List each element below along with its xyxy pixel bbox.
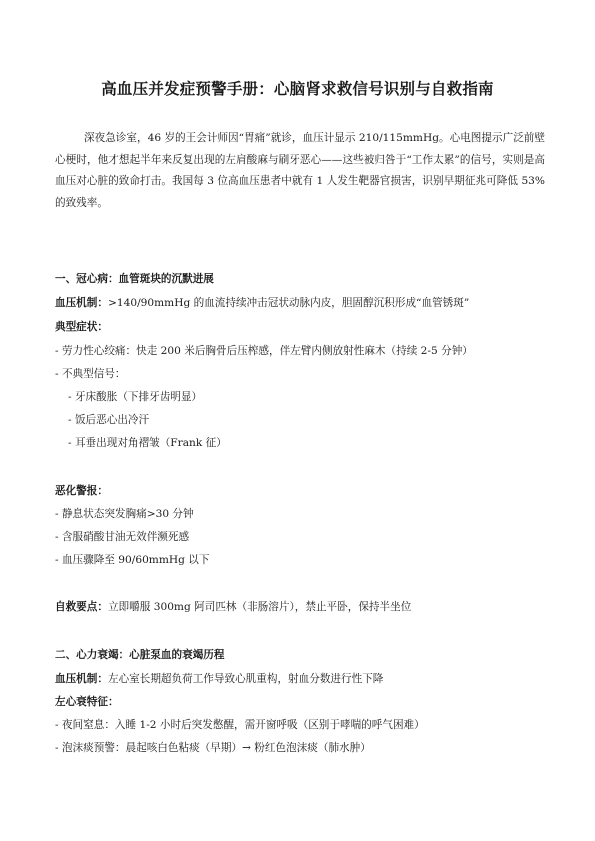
document-title: 高血压并发症预警手册：心脑肾求救信号识别与自救指南 <box>101 80 494 98</box>
warning-item-1: - 静息状态突发胸痛>30 分钟 <box>55 508 194 520</box>
warning-item-3: - 血压骤降至 90/60mmHg 以下 <box>55 554 210 566</box>
section2-left-label: 左心衰特征： <box>55 696 119 708</box>
section2-mechanism <box>55 672 383 686</box>
section1-symptoms-label: 典型症状： <box>55 321 108 333</box>
section1-mechanism <box>55 296 469 310</box>
section1-selfhelp-text: 立即嚼服 300mg 阿司匹林（非肠溶片），禁止平卧，保持半坐位 <box>107 601 412 613</box>
section2-mechanism-text: 左心室长期超负荷工作导致心肌重构，射血分数进行性下降 <box>107 673 384 685</box>
atypical-item-1: - 牙床酸胀（下排牙齿明显） <box>68 391 203 403</box>
section1-warning-label: 恶化警报： <box>55 485 108 497</box>
section2-item-2: - 泡沫痰预警：晨起咳白色粘痰（早期）→ 粉红色泡沫痰（肺水肿） <box>55 742 371 754</box>
section2-item-1: - 夜间窒息：入睡 1-2 小时后突发憋醒，需开窗呼吸（区别于哮喘的呼气困难） <box>55 719 425 731</box>
warning-item-2: - 含服硝酸甘油无效伴濒死感 <box>55 531 190 543</box>
atypical-item-3: - 耳垂出现对角褶皱（Frank 征） <box>68 437 227 449</box>
section1-mechanism-label: 血压机制： <box>55 297 108 309</box>
section1-mechanism-text: >140/90mmHg 的血流持续冲击冠状动脉内皮，胆固醇沉积形成“血管锈斑” <box>107 297 470 309</box>
section1-symptom-1: - 劳力性心绞痛：快走 200 米后胸骨后压榨感，伴左臂内侧放射性麻木（持续 2-5 分钟） <box>55 345 473 357</box>
intro-paragraph: 深夜急诊室，46 岁的王会计师因“胃痛”就诊，血压计显示 210/115mmHg。心电图提示广泛前壁心梗时，他才想起半年来反复出现的左肩酸麻与刷牙恶心——这些被归咎于“工作太累”的信号，实则是高血压对心脏的致命打击。我国每 3 位高血压患者中就有 1 人发生靶器官损害，识别早期征兆可降低 53%的致残率。 <box>55 132 545 209</box>
atypical-item-2: - 饭后恶心出冷汗 <box>68 414 150 426</box>
section1-heading: 一、冠心病：血管斑块的沉默进展 <box>55 273 214 285</box>
section1-selfhelp <box>55 600 411 614</box>
section2-heading: 二、心力衰竭：心脏泵血的衰竭历程 <box>55 649 225 661</box>
section1-symptom-2: - 不典型信号： <box>55 368 126 380</box>
section1-selfhelp-label: 自救要点： <box>55 601 108 613</box>
section2-mechanism-label: 血压机制： <box>55 673 108 685</box>
